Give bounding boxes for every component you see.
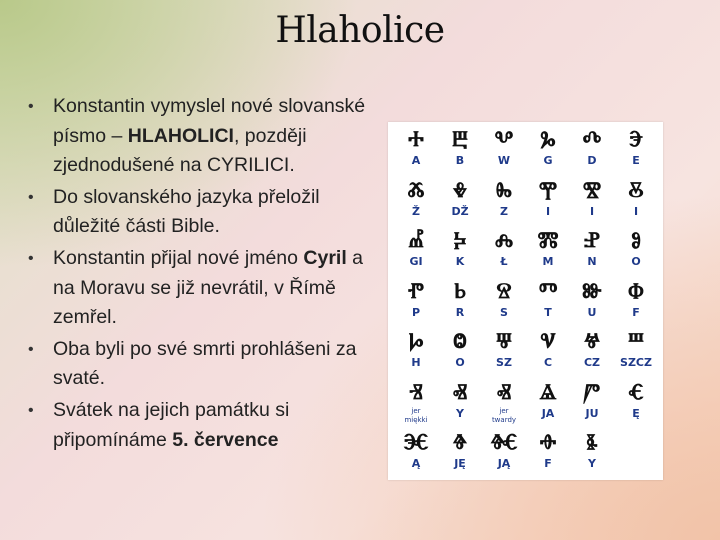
latin-equivalent: U [587, 305, 597, 319]
latin-equivalent: Ę [632, 406, 640, 420]
alphabet-cell [526, 429, 570, 480]
glagolitic-glyph: Ⰱ [451, 127, 469, 152]
glagolitic-glyph: Ⰶ [407, 177, 425, 203]
glagolitic-glyph: Ⰵ [628, 127, 644, 152]
glagolitic-glyph: Ⰰ [408, 127, 424, 152]
alphabet-cell [438, 328, 482, 379]
latin-equivalent: E [632, 154, 640, 167]
latin-equivalent: JĄ [497, 457, 511, 470]
alphabet-cell [526, 278, 570, 329]
glagolitic-glyph: Ⰼ [408, 228, 424, 253]
glagolitic-glyph: Ⰷ [452, 177, 468, 203]
alphabet-cell [614, 328, 658, 379]
latin-equivalent: D [587, 154, 597, 167]
glagolitic-glyph: Ⱏ [496, 379, 512, 405]
glagolitic-glyph: Ⰿ [537, 228, 559, 253]
latin-equivalent: I [589, 204, 595, 218]
bullet-item [24, 396, 369, 455]
glagolitic-glyph: Ⱛ [586, 430, 598, 455]
latin-equivalent: JA [541, 406, 555, 420]
glagolitic-glyph: Ⰾ [494, 228, 514, 253]
alphabet-cell [526, 379, 570, 430]
glagolitic-glyph: Ⱇ [628, 278, 644, 304]
alphabet-cell [570, 227, 614, 278]
latin-equivalent: Ž [412, 204, 420, 218]
glagolitic-glyph: Ⱐ [409, 379, 423, 405]
alphabet-cell [570, 429, 614, 480]
glagolitic-glyph: Ⱃ [454, 278, 466, 304]
bullet-item [24, 244, 369, 333]
alphabet-cell [482, 379, 526, 430]
glagolitic-glyph: Ⱀ [583, 228, 601, 253]
latin-equivalent: W [497, 154, 511, 167]
alphabet-cell [570, 379, 614, 430]
bullet-dot-icon: • [28, 340, 34, 358]
alphabet-cell [438, 429, 482, 480]
latin-equivalent: Ł [500, 255, 508, 268]
glagolitic-glyph: Ⱆ [582, 278, 602, 304]
glagolitic-glyph: Ⰻ [628, 177, 644, 203]
bullet-dot-icon: • [28, 401, 34, 419]
glagolitic-glyph: Ⱄ [496, 278, 512, 304]
bullet-text: Svátek na jejich památku si připomínáme [53, 398, 290, 451]
glagolitic-glyph: Ⱁ [630, 228, 642, 253]
alphabet-cell [438, 126, 482, 177]
alphabet-cell [482, 278, 526, 329]
latin-equivalent: JU [585, 406, 599, 420]
alphabet-cell [394, 278, 438, 329]
alphabet-cell [394, 328, 438, 379]
glagolitic-glyph: Ⱌ [540, 329, 556, 354]
bullet-text-bold: HLAHOLICI [127, 124, 234, 147]
slide-title: Hlaholice [275, 10, 445, 51]
glagolitic-glyph: Ⱅ [538, 278, 558, 304]
alphabet-cell [570, 278, 614, 329]
latin-equivalent: DŽ [451, 204, 469, 218]
bullet-text: Konstantin vymyslel nové slovanské písmo – [53, 95, 366, 147]
latin-equivalent: O [631, 255, 641, 268]
glagolitic-glyph: Ⱖ [452, 430, 468, 455]
alphabet-cell [614, 126, 658, 177]
alphabet-cell [570, 328, 614, 379]
alphabet-cell [526, 126, 570, 177]
latin-equivalent: I [633, 204, 639, 218]
bullet-text: Oba byli po své smrti prohlášeni za svaté. [53, 337, 357, 390]
bullet-text: , později zjednodušené na CYRILICI. [53, 124, 307, 177]
glagolitic-glyph: Ⱉ [453, 329, 467, 354]
glagolitic-glyph: Ⱔ [628, 379, 644, 405]
alphabet-cell [438, 177, 482, 228]
latin-equivalent: GI [409, 255, 423, 268]
bullet-item [24, 183, 369, 242]
latin-equivalent: Y [588, 457, 596, 470]
alphabet-cell [482, 126, 526, 177]
alphabet-cell [526, 177, 570, 228]
glagolitic-glyph: Ⱚ [539, 430, 557, 455]
latin-equivalent: I [545, 204, 551, 218]
alphabet-cell [482, 227, 526, 278]
alphabet-cell [438, 227, 482, 278]
latin-equivalent: P [411, 305, 421, 319]
bullet-dot-icon: • [28, 249, 34, 267]
latin-equivalent: jer miękki [404, 406, 428, 424]
latin-equivalent: M [542, 255, 554, 268]
alphabet-cell [394, 126, 438, 177]
alphabet-cell [614, 379, 658, 430]
latin-equivalent: Y [456, 406, 464, 420]
glagolitic-glyph: Ⱏ [452, 379, 468, 405]
glagolitic-glyph: Ⱍ [583, 329, 601, 354]
alphabet-grid [394, 126, 658, 480]
alphabet-cell [614, 177, 658, 228]
latin-equivalent: T [544, 305, 552, 319]
latin-equivalent: B [455, 154, 465, 167]
glagolitic-glyph: Ⰹ [538, 177, 558, 203]
glagolitic-glyph: Ⱎ [627, 329, 645, 354]
bullet-text-bold: 5. července [172, 428, 279, 451]
alphabet-cell [394, 429, 438, 480]
alphabet-cell [482, 177, 526, 228]
glagolitic-glyph: Ⰺ [582, 177, 602, 203]
alphabet-cell [570, 177, 614, 228]
bullet-item [24, 335, 369, 394]
glagolitic-glyph: Ⰴ [582, 127, 602, 152]
glagolitic-glyph: Ⰸ [495, 177, 513, 203]
glagolitic-glyph: Ⱓ [583, 379, 601, 405]
glagolitic-alphabet-table [388, 122, 663, 480]
latin-equivalent: SZCZ [620, 356, 652, 369]
glagolitic-glyph: Ⱙ [490, 430, 518, 455]
latin-equivalent: H [411, 356, 421, 369]
latin-equivalent: O [455, 356, 465, 369]
alphabet-cell [614, 227, 658, 278]
alphabet-cell [394, 379, 438, 430]
glagolitic-glyph: Ⰳ [540, 127, 556, 152]
alphabet-cell [394, 177, 438, 228]
alphabet-cell [482, 328, 526, 379]
alphabet-cell [614, 278, 658, 329]
alphabet-cell [570, 126, 614, 177]
latin-equivalent: Z [500, 204, 508, 218]
bullet-dot-icon: • [28, 98, 34, 115]
glagolitic-glyph: Ⱗ [403, 430, 429, 455]
latin-equivalent: S [500, 305, 508, 319]
latin-equivalent: SZ [496, 356, 512, 369]
latin-equivalent: K [455, 255, 465, 268]
bullet-text: a na Moravu se již nevrátil, v Římě zemřel. [53, 246, 364, 329]
bullet-text: Do slovanského jazyka přeložil důležité části Bible. [53, 185, 320, 238]
latin-equivalent: R [455, 305, 465, 319]
glagolitic-glyph: Ⱂ [407, 278, 425, 304]
alphabet-cell [438, 379, 482, 430]
bullet-dot-icon: • [28, 188, 34, 206]
glagolitic-glyph: Ⱋ [495, 329, 513, 354]
latin-equivalent: N [587, 255, 597, 268]
alphabet-cell [526, 227, 570, 278]
latin-equivalent: A [411, 154, 421, 167]
glagolitic-glyph: Ⰽ [453, 228, 467, 253]
bullet-text-bold: Cyril [303, 246, 347, 269]
alphabet-cell [482, 429, 526, 480]
latin-equivalent: JĘ [454, 457, 466, 470]
alphabet-cell [438, 278, 482, 329]
glagolitic-glyph: Ⰲ [494, 127, 514, 152]
glagolitic-glyph: Ⱈ [408, 329, 424, 354]
bullet-text: Konstantin přijal nové jméno [53, 246, 304, 269]
latin-equivalent: CZ [583, 356, 601, 369]
alphabet-cell [526, 328, 570, 379]
latin-equivalent: C [543, 356, 553, 369]
bullet-list [24, 92, 369, 457]
alphabet-cell [394, 227, 438, 278]
bullet-item [24, 92, 369, 181]
glagolitic-glyph: Ⱑ [539, 379, 557, 405]
latin-equivalent: F [632, 305, 640, 319]
latin-equivalent: G [543, 154, 553, 167]
latin-equivalent: jer twardy [491, 406, 517, 424]
latin-equivalent: Ą [411, 457, 421, 470]
latin-equivalent: F [544, 457, 552, 470]
